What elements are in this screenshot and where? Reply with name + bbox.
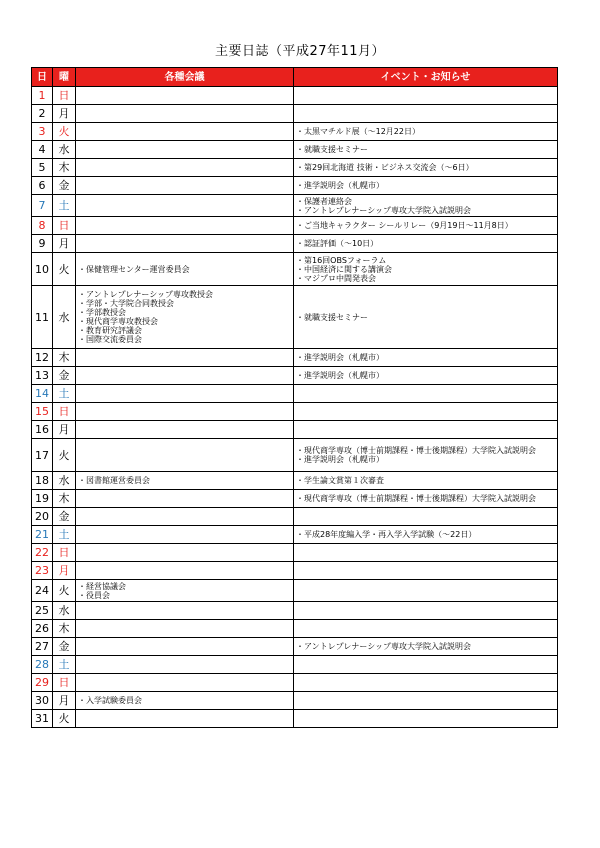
weekday-cell: 日: [53, 217, 76, 235]
day-cell: 6: [32, 177, 53, 195]
day-cell: 31: [32, 710, 53, 728]
weekday-cell: 木: [53, 159, 76, 177]
day-cell: 5: [32, 159, 53, 177]
weekday-cell: 土: [53, 656, 76, 674]
weekday-cell: 金: [53, 638, 76, 656]
table-row: [32, 253, 558, 286]
weekday-cell: 日: [53, 403, 76, 421]
day-cell: 29: [32, 674, 53, 692]
events-cell: ・アントレプレナーシップ専攻大学院入試説明会: [294, 638, 558, 656]
table-row: [32, 620, 558, 638]
table-row: [32, 526, 558, 544]
events-cell: [294, 580, 558, 602]
day-cell: 26: [32, 620, 53, 638]
table-row: [32, 638, 558, 656]
table-row: [32, 105, 558, 123]
meetings-cell: [76, 87, 294, 105]
events-cell: ・就職支援セミナー: [294, 141, 558, 159]
weekday-cell: 日: [53, 87, 76, 105]
meetings-cell: [76, 710, 294, 728]
meetings-cell: [76, 105, 294, 123]
day-cell: 3: [32, 123, 53, 141]
meetings-cell: [76, 403, 294, 421]
meetings-cell: [76, 421, 294, 439]
day-cell: 20: [32, 508, 53, 526]
events-cell: ・就職支援セミナー: [294, 286, 558, 349]
weekday-cell: 土: [53, 385, 76, 403]
day-cell: 15: [32, 403, 53, 421]
meetings-cell: [76, 349, 294, 367]
events-cell: [294, 385, 558, 403]
events-cell: ・進学説明会（札幌市）: [294, 367, 558, 385]
weekday-cell: 月: [53, 105, 76, 123]
day-cell: 10: [32, 253, 53, 286]
events-cell: [294, 87, 558, 105]
events-cell: [294, 421, 558, 439]
table-row: [32, 439, 558, 472]
meetings-cell: ・経営協議会 ・役員会: [76, 580, 294, 602]
meetings-cell: [76, 638, 294, 656]
meetings-cell: [76, 195, 294, 217]
events-cell: ・現代商学専攻（博士前期課程・博士後期課程）大学院入試説明会: [294, 490, 558, 508]
table-row: [32, 403, 558, 421]
weekday-cell: 月: [53, 235, 76, 253]
events-cell: ・進学説明会（札幌市）: [294, 177, 558, 195]
meetings-cell: [76, 602, 294, 620]
table-row: [32, 602, 558, 620]
day-cell: 25: [32, 602, 53, 620]
day-cell: 7: [32, 195, 53, 217]
day-cell: 14: [32, 385, 53, 403]
meetings-cell: [76, 141, 294, 159]
meetings-cell: [76, 656, 294, 674]
weekday-cell: 水: [53, 602, 76, 620]
header-events: イベント・お知らせ: [294, 68, 558, 87]
weekday-cell: 日: [53, 674, 76, 692]
weekday-cell: 木: [53, 620, 76, 638]
events-cell: [294, 656, 558, 674]
meetings-cell: [76, 439, 294, 472]
table-row: [32, 562, 558, 580]
events-cell: [294, 620, 558, 638]
table-row: [32, 692, 558, 710]
header-row: [32, 68, 558, 87]
meetings-cell: ・アントレプレナーシップ専攻教授会 ・学部・大学院合同教授会 ・学部教授会 ・現代商学専攻教授会 ・教育研究評議会 ・国際交流委員会: [76, 286, 294, 349]
table-row: [32, 159, 558, 177]
table-row: [32, 421, 558, 439]
meetings-cell: ・図書館運営委員会: [76, 472, 294, 490]
meetings-cell: [76, 508, 294, 526]
events-cell: [294, 692, 558, 710]
table-row: [32, 508, 558, 526]
events-cell: [294, 710, 558, 728]
day-cell: 12: [32, 349, 53, 367]
weekday-cell: 月: [53, 562, 76, 580]
weekday-cell: 火: [53, 123, 76, 141]
day-cell: 2: [32, 105, 53, 123]
day-cell: 24: [32, 580, 53, 602]
weekday-cell: 水: [53, 472, 76, 490]
events-cell: ・学生論文賞第１次審査: [294, 472, 558, 490]
table-row: [32, 385, 558, 403]
weekday-cell: 火: [53, 253, 76, 286]
weekday-cell: 金: [53, 177, 76, 195]
table-row: [32, 177, 558, 195]
weekday-cell: 土: [53, 526, 76, 544]
table-row: [32, 286, 558, 349]
day-cell: 9: [32, 235, 53, 253]
table-row: [32, 217, 558, 235]
events-cell: [294, 508, 558, 526]
table-row: [32, 123, 558, 141]
table-row: [32, 349, 558, 367]
meetings-cell: [76, 235, 294, 253]
weekday-cell: 火: [53, 439, 76, 472]
day-cell: 21: [32, 526, 53, 544]
schedule-table: [31, 67, 558, 728]
table-row: [32, 195, 558, 217]
events-cell: ・認証評価（～10日）: [294, 235, 558, 253]
table-row: [32, 141, 558, 159]
day-cell: 1: [32, 87, 53, 105]
events-cell: ・進学説明会（札幌市）: [294, 349, 558, 367]
table-row: [32, 490, 558, 508]
table-row: [32, 87, 558, 105]
events-cell: [294, 403, 558, 421]
header-meetings: 各種会議: [76, 68, 294, 87]
events-cell: [294, 105, 558, 123]
weekday-cell: 金: [53, 367, 76, 385]
day-cell: 13: [32, 367, 53, 385]
day-cell: 27: [32, 638, 53, 656]
day-cell: 18: [32, 472, 53, 490]
table-row: [32, 656, 558, 674]
events-cell: ・第16回OBSフォーラム ・中国経済に関する講演会 ・マジプロ中間発表会: [294, 253, 558, 286]
meetings-cell: ・入学試験委員会: [76, 692, 294, 710]
meetings-cell: [76, 544, 294, 562]
weekday-cell: 水: [53, 286, 76, 349]
table-row: [32, 544, 558, 562]
weekday-cell: 木: [53, 490, 76, 508]
table-row: [32, 472, 558, 490]
meetings-cell: ・保健管理センター運営委員会: [76, 253, 294, 286]
header-day: 日: [32, 68, 53, 87]
events-cell: ・現代商学専攻（博士前期課程・博士後期課程）大学院入試説明会 ・進学説明会（札幌市）: [294, 439, 558, 472]
weekday-cell: 土: [53, 195, 76, 217]
page-title: 主要日誌（平成27年11月）: [214, 44, 386, 59]
weekday-cell: 木: [53, 349, 76, 367]
meetings-cell: [76, 217, 294, 235]
weekday-cell: 月: [53, 421, 76, 439]
events-cell: ・第29回北海道 技術・ビジネス交流会（～6日）: [294, 159, 558, 177]
events-cell: [294, 674, 558, 692]
header-weekday: 曜: [53, 68, 76, 87]
day-cell: 28: [32, 656, 53, 674]
meetings-cell: [76, 562, 294, 580]
events-cell: ・太黒マチルド展（～12月22日）: [294, 123, 558, 141]
weekday-cell: 月: [53, 692, 76, 710]
events-cell: ・平成28年度編入学・再入学入学試験（～22日）: [294, 526, 558, 544]
events-cell: ・保護者連絡会 ・アントレプレナーシップ専攻大学院入試説明会: [294, 195, 558, 217]
table-row: [32, 235, 558, 253]
meetings-cell: [76, 674, 294, 692]
table-row: [32, 580, 558, 602]
events-cell: [294, 602, 558, 620]
day-cell: 23: [32, 562, 53, 580]
day-cell: 16: [32, 421, 53, 439]
day-cell: 4: [32, 141, 53, 159]
meetings-cell: [76, 123, 294, 141]
day-cell: 11: [32, 286, 53, 349]
table-row: [32, 367, 558, 385]
table-row: [32, 674, 558, 692]
meetings-cell: [76, 526, 294, 544]
day-cell: 8: [32, 217, 53, 235]
weekday-cell: 火: [53, 710, 76, 728]
events-cell: ・ご当地キャラクター シールリレー（9月19日～11月8日）: [294, 217, 558, 235]
table-row: [32, 710, 558, 728]
events-cell: [294, 544, 558, 562]
weekday-cell: 金: [53, 508, 76, 526]
weekday-cell: 水: [53, 141, 76, 159]
meetings-cell: [76, 367, 294, 385]
day-cell: 22: [32, 544, 53, 562]
day-cell: 30: [32, 692, 53, 710]
meetings-cell: [76, 490, 294, 508]
day-cell: 19: [32, 490, 53, 508]
meetings-cell: [76, 177, 294, 195]
weekday-cell: 日: [53, 544, 76, 562]
events-cell: [294, 562, 558, 580]
meetings-cell: [76, 159, 294, 177]
weekday-cell: 火: [53, 580, 76, 602]
meetings-cell: [76, 620, 294, 638]
day-cell: 17: [32, 439, 53, 472]
schedule-body: [32, 87, 558, 728]
meetings-cell: [76, 385, 294, 403]
